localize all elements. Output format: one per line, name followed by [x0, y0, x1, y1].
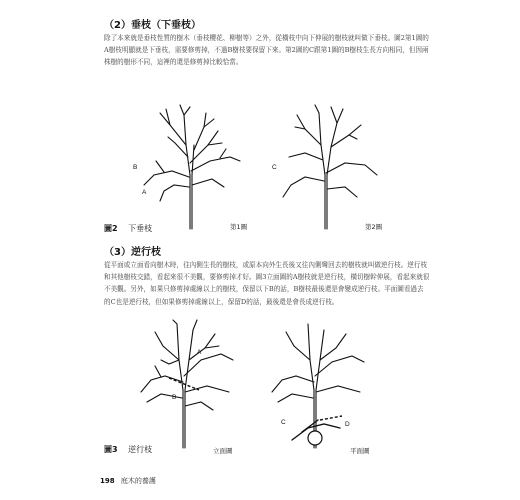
figure3-subcaption-elevation: 立面圖: [213, 447, 233, 455]
figure3-title: 逆行枝: [128, 445, 153, 454]
figure2-subcaption-1: 第1圖: [230, 223, 248, 231]
figure3-label-c: C: [281, 419, 286, 426]
page-number: 198: [100, 477, 115, 485]
figure3-caption: [104, 444, 152, 455]
figure3-label-a: A: [197, 349, 202, 356]
section-paragraph-reverse-branch: 從平面或立面看向樹木時，往內側生長的樹枝，或原本向外生長後又往內側彎回去的樹枝就叫做逆行枝。逆行枝和其他樹枝交錯，看起來很不美觀，要修剪掉才好。圖3立面圖的A樹枝就是逆行枝，橫切樹幹伸展，看起來就很不美觀。另外，如果只修剪掉處線以上的樹枝，保留以下B的話，B樹枝最後還是會變成逆行枝。平面圖看過去的C也是逆行枝，但如果修剪掉處線以上，保留D的話，最後還是會長成逆行枝。: [104, 261, 430, 306]
figure2-number: 圖2: [104, 224, 118, 233]
section-heading-drooping-branch: （2）垂枝（下垂枝）: [104, 20, 201, 31]
figure2-title: 下垂枝: [128, 224, 153, 233]
figure2-tree2-illustration: [265, 105, 405, 230]
figure2-tree1-illustration: [120, 105, 260, 230]
section-heading-reverse-branch: （3）逆行枝: [104, 247, 161, 258]
figure3-elevation-illustration: [125, 320, 265, 450]
figure3-label-d: D: [345, 421, 350, 428]
page-footer: [100, 476, 156, 486]
figure3-number: 圖3: [104, 445, 118, 454]
figure2-label-c: C: [272, 164, 277, 171]
figure3-label-b: B: [172, 394, 177, 401]
figure3-subcaption-plan: 平面圖: [350, 447, 370, 455]
figure2-label-a: A: [142, 189, 147, 196]
figure2-label-b: B: [133, 164, 138, 171]
figure2-caption: [104, 223, 152, 234]
figure2-subcaption-2: 第2圖: [365, 223, 383, 231]
figure3-plan-illustration: [262, 320, 402, 450]
chapter-title: 庭木的養護: [120, 477, 156, 485]
section-paragraph-drooping-branch: 除了本來就是垂枝性質的樹木（垂枝櫻花、柳樹等）之外，從橫枝中向下伸展的樹枝就叫做下垂枝。圖2第1圖的A樹枝明顯就是下垂枝，需要修剪掉，不過B樹枝要保留下來。第2圖的C跟第1圖的B樹枝生長方向相同，但因兩株樹的樹形不同，這裡的還是修剪掉比較恰當。: [104, 34, 429, 67]
